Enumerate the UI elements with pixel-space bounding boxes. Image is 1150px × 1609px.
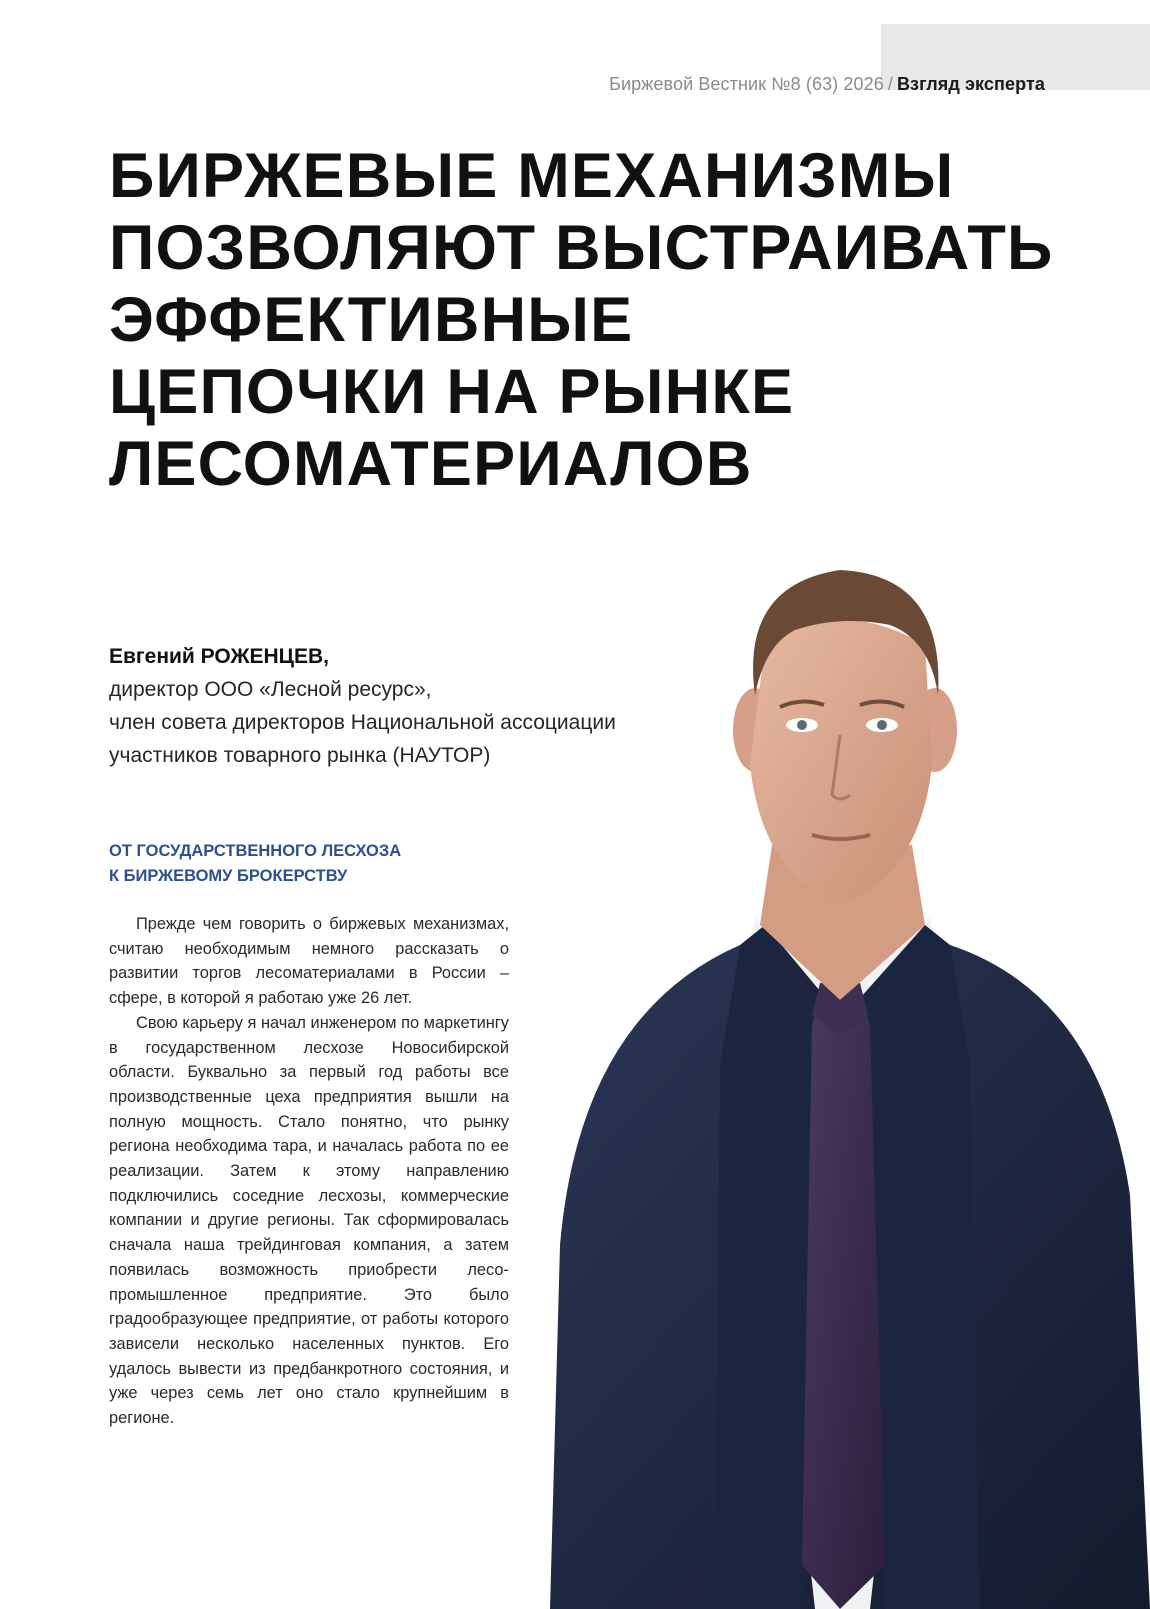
header-separator: / [887,74,893,94]
body-paragraph: Прежде чем говорить о биржевых механизмах, считаю необходимым немного рассказать о развитии торгов лесоматериалами в России – сфере, в которой я работаю уже 26 лет. [109,915,509,1008]
title-line: ПОЗВОЛЯЮТ ВЫСТРАИВАТЬ [109,213,1054,283]
section-subheading [109,839,569,889]
publication-name: Биржевой Вестник №8 (63) 2026 [609,74,884,94]
article-body [109,912,509,1431]
body-paragraph: Свою карьеру я начал инженером по маркетингу в государственном лесхозе Новосибирской области. Буквально за первый год работы все производственные цеха предприятия вышли на полную мощность. Стало понятно, что рынку региона необходима тара, и началась работа по ее реализации. Затем к этому направлению подключились соседние лесхозы, коммерческие компании и другие регионы. Так сформировалась сначала наша трейдинговая компания, а затем появилась возможность приобрести лесопромышленное предприятие. Это было градообразующее предприятие, от работы которого зависели несколько населенных пунктов. Его удалось вывести из предбанкротного состояния, и уже через семь лет оно стало крупнейшим в регионе. [109,1013,509,1428]
subheading-line: К БИРЖЕВОМУ БРОКЕРСТВУ [109,867,348,885]
author-position-line: участников товарного рынка (НАУТОР) [109,744,491,767]
section-name: Взгляд эксперта [896,74,1045,94]
title-line: БИРЖЕВЫЕ МЕХАНИЗМЫ [109,141,955,211]
title-line: ЛЕСОМАТЕРИАЛОВ [109,429,753,499]
title-line: ЭФФЕКТИВНЫЕ [109,285,634,355]
author-position-line: член совета директоров Национальной ассоциации [109,711,616,734]
author-position-line: директор ООО «Лесной ресурс», [109,678,432,701]
running-header [609,72,1045,96]
author-block [109,640,709,772]
author-name: Евгений РОЖЕНЦЕВ, [109,645,329,668]
title-line: ЦЕПОЧКИ НА РЫНКЕ [109,357,795,427]
subheading-line: ОТ ГОСУДАРСТВЕННОГО ЛЕСХОЗА [109,842,402,860]
article-title [109,140,1069,500]
